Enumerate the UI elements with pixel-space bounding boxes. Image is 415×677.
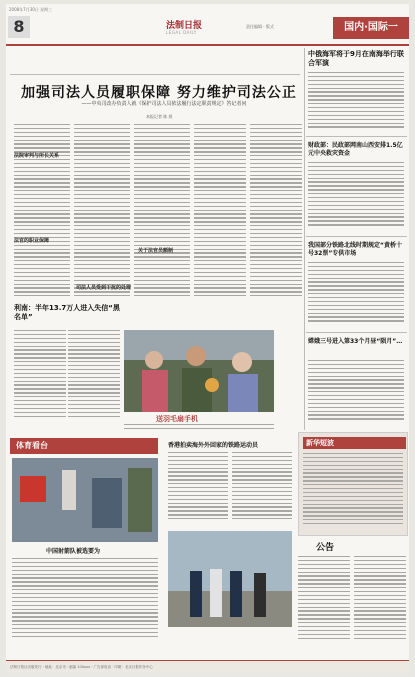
left-story-body xyxy=(14,330,66,430)
lead-subheadline: ——中央司改办负责人就《保护司法人员依法履行法定职责规定》答记者问 xyxy=(81,101,247,107)
right-body-3 xyxy=(308,262,404,328)
footer-text: 法制日报社出版发行 · 地址：北京市 · 邮编 100xxx · 广告部电话 · 印刷：北京日报印务中心 xyxy=(10,665,153,669)
right-body-2 xyxy=(308,162,404,232)
news-flash-box xyxy=(298,432,408,536)
paper-name-en: LEGAL DAILY xyxy=(166,30,197,35)
column-rule xyxy=(304,48,305,430)
sports-section-bar xyxy=(10,438,158,454)
students-photo xyxy=(124,330,274,412)
bottom-story-body xyxy=(168,452,228,528)
footer xyxy=(6,660,409,673)
divider xyxy=(306,236,407,237)
sports-body xyxy=(12,558,158,648)
left-story-headline: 利南：半年13.7万人进入失信“黑名单” xyxy=(14,304,120,321)
side-heading-3: 司法人员受到干扰的处理 xyxy=(76,285,132,291)
left-story-body-2 xyxy=(68,330,120,430)
lead-headline: 加强司法人员履职保障 努力维护司法公正 xyxy=(21,85,297,101)
photo-caption xyxy=(124,424,274,432)
sports-photo xyxy=(12,458,158,542)
sports-section-title: 体育看台 xyxy=(16,441,48,450)
lead-column-5 xyxy=(250,124,302,324)
paper-name: 法制日报 xyxy=(166,21,203,31)
issue-date: 2008年7月30日 星期三 xyxy=(9,7,53,12)
divider xyxy=(306,332,407,333)
date-line xyxy=(6,4,409,14)
ceremony-photo xyxy=(168,531,292,627)
side-heading-4: 关于法官员额制 xyxy=(138,248,174,254)
page-number: 8 xyxy=(8,16,30,38)
divider xyxy=(306,136,407,137)
sports-caption: 中国射箭队被选要为 xyxy=(46,548,101,555)
notice-body xyxy=(298,556,350,652)
right-body-1 xyxy=(308,72,404,134)
right-body-4 xyxy=(308,360,404,426)
notice-title: 公告 xyxy=(316,543,335,553)
sports-photo-illustration xyxy=(12,458,158,542)
section-title: 国内·国际一 xyxy=(333,17,409,39)
masthead xyxy=(6,14,409,46)
news-flash-body xyxy=(303,453,403,533)
news-flash-title: 新华短波 xyxy=(303,437,406,449)
right-headline-3: 我国部分铁路北线时期规定“黄桥十号32票”专供市场 xyxy=(308,242,402,257)
divider xyxy=(10,74,300,75)
newspaper-page xyxy=(6,4,409,673)
right-headline-1: 中俄海军将于9月在南海举行联合军演 xyxy=(308,50,404,67)
notice-body-2 xyxy=(354,556,406,652)
students-photo-illustration xyxy=(124,330,274,412)
lead-byline: 本报记者 陈 煜 xyxy=(146,114,173,119)
bottom-story-body-2 xyxy=(232,452,292,528)
side-heading-1: 法院审判与所长关系 xyxy=(14,153,60,159)
lead-column-3 xyxy=(134,124,190,324)
lead-column-2 xyxy=(74,124,130,324)
bottom-story-headline: 香港拍卖海外外回家的铁路运动员 xyxy=(168,442,259,449)
photo-headline: 送羽毛扇手机 xyxy=(156,415,198,423)
ceremony-photo-illustration xyxy=(168,531,292,627)
masthead-meta: 责任编辑 · 版式 xyxy=(246,24,274,29)
side-heading-2: 法官的职业保障 xyxy=(14,238,50,244)
right-headline-4: 嫦娥三号进入第33个月昼“陨月”… xyxy=(308,338,403,345)
right-headline-2: 财政部：民政部网南山西安排1.5亿元中央救灾资金 xyxy=(308,142,403,157)
lead-column-4 xyxy=(194,124,246,324)
